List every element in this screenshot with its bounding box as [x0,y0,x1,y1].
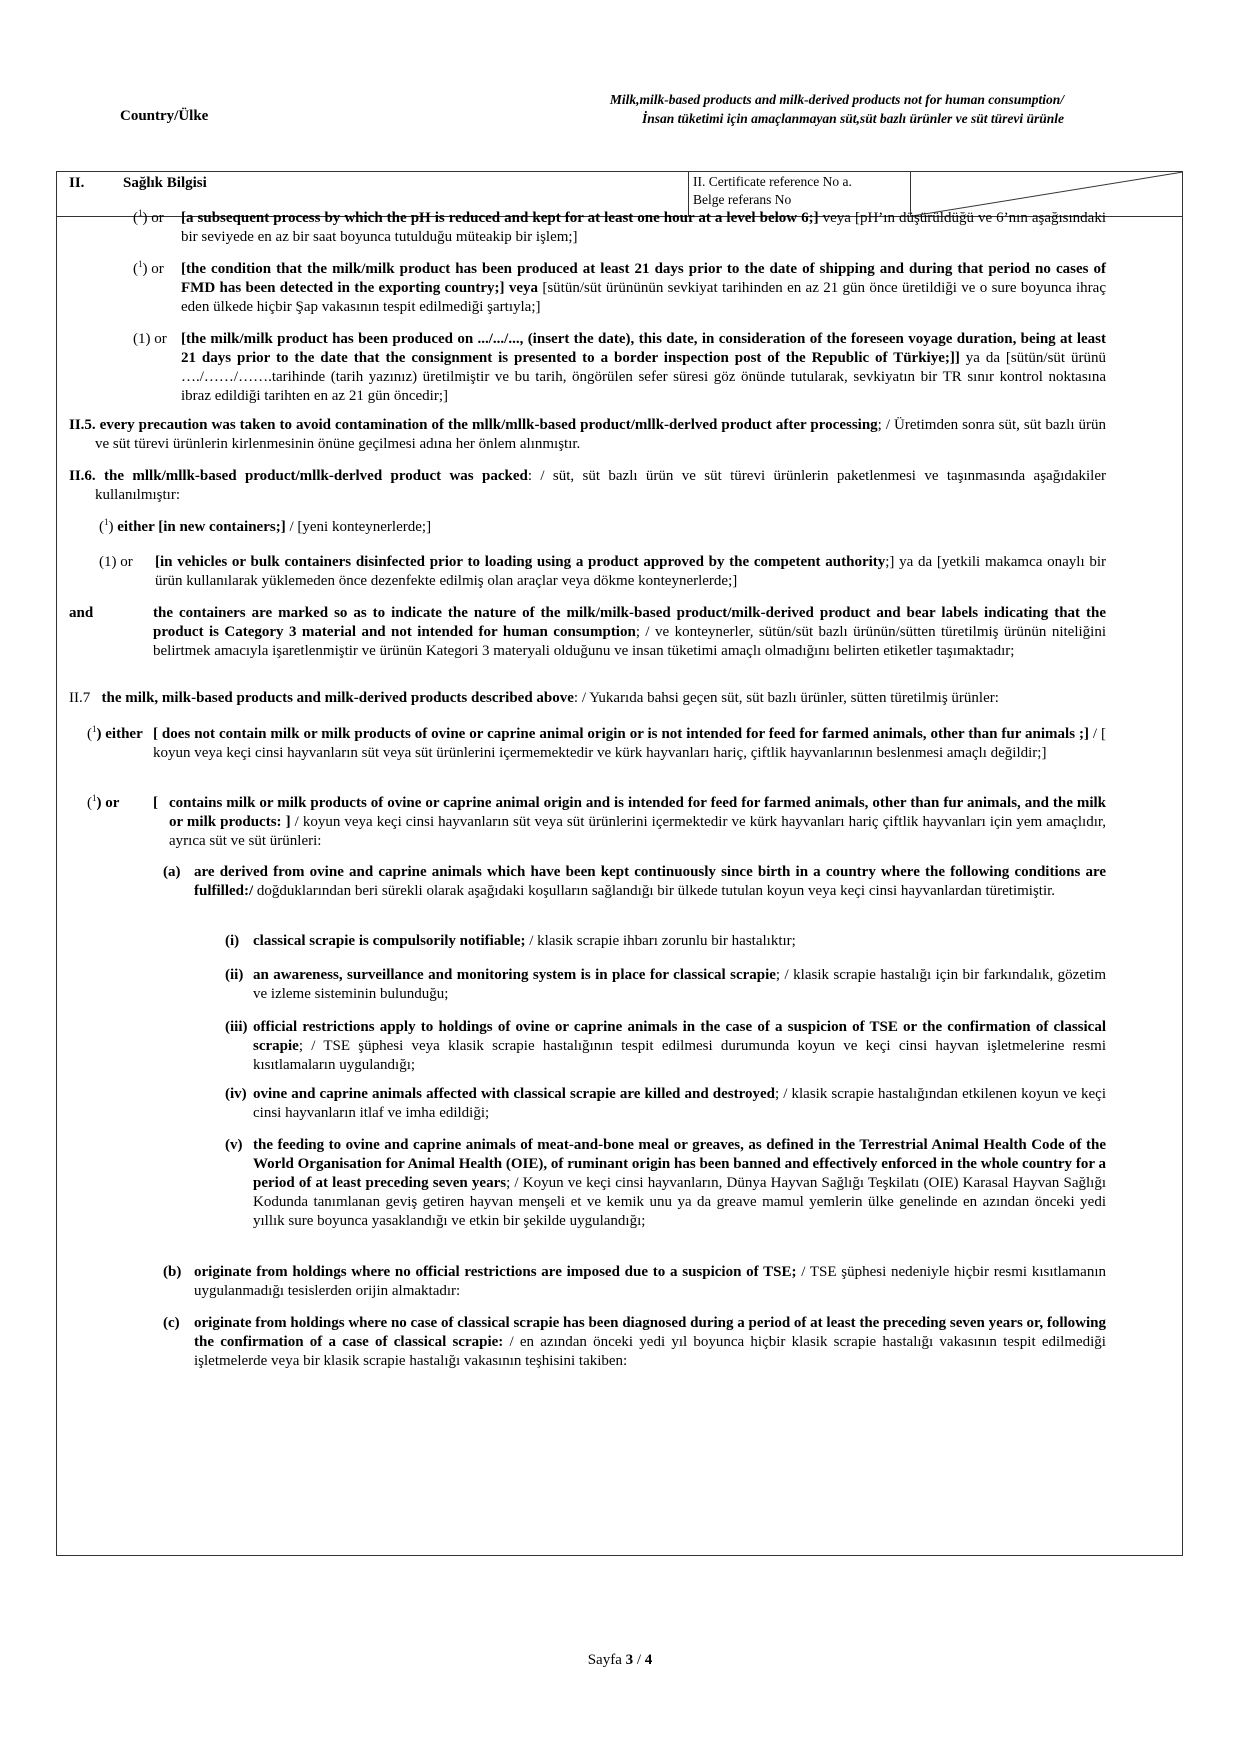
option-bracket: [ [153,795,158,811]
option-disinfected-vehicles: [in vehicles or bulk containers disinfected prior to loading using a product approved by the competent authority;] ya da [yetkili makamca onaylı bir ürün kullanılarak yüklemeden önce dezenfekte edilmiş olan araçlar veya dökme konteynerlerde;] [155,554,1106,589]
option-label: ($^1$) or [133,208,164,226]
clause-container-marking: the containers are marked so as to indicate the nature of the milk/milk-based product/milk-derived product and bear labels indicating that the product is Category 3 material and not intended for human consumption; / ve konteynerler, sütün/süt bazlı ürünün/sütten türetilmiş ürünün niteliğini belirtmek amacıyla işaretlenmiştir ve ürünün Kategori 3 materyali olduğunu ve insan tüketimi amaçlı olmadığını belirten etiketler taşımaktadır; [153,605,1106,659]
sub-label-a: (a) [163,864,181,880]
roman-label: (iii) [225,1019,248,1035]
page-total: 4 [644,1652,653,1668]
certificate-reference-label-en: II. Certificate reference No a. [693,174,852,189]
option-label: ($^1$) or [133,259,164,277]
page-footer: Sayfa 3 / 4 [587,1652,653,1668]
clause-ii7: II.7 the milk, milk-based products and milk-derived products described above: / Yukarıda bahsi geçen süt, süt bazlı ürünler, sütten türetilmiş ürünler: [69,690,999,706]
roman-label: (ii) [225,967,244,983]
option-production-date: [the milk/milk product has been produced on .../.../..., (insert the date), this date, in consideration of the foreseen voyage duration, being at least 21 days prior to the date that the consignment is presented to a border inspection post of the Republic of Türkiye;]] ya da [sütün/süt ürünü …./……/…….tarihinde (tarih yazınız) üretilmiştir ve bu tarih, öngörülen sefer süresi göz önünde tutularak, sevkiyatın bir TR sınır kontrol noktasına ibraz edildiği tarihten en az 21 gün öncedir;] [181,331,1107,404]
option-label: (1) or [133,331,167,347]
sub-label-c: (c) [163,1315,180,1331]
section-title: Sağlık Bilgisi [123,175,207,191]
option-new-containers: ($^1$) either [in new containers;] / [yeni konteynerlerde;] [99,517,432,535]
condition-feeding-ban: the feeding to ovine and caprine animals of meat-and-bone meal or greaves, as defined in the Terrestrial Animal Health Code of the World Organisation for Animal Health (OIE), of ruminant origin has been banned and effectively enforced in the whole country for a period of at least preceding seven years; / Koyun ve keçi cinsi hayvanların, Dünya Hayvan Sağlığı Teşkilatı (OIE) Karasal Hayvan Sağlığı Kodunda tanımlanan geviş getiren hayvan menşeli et ve kemik unu ya da greave mamul yemlerin ülke genelinde en azından önceki yedi yıllık sure boyunca yasaklandığı ve etkin bir şekilde uygulandığı; [253,1137,1106,1229]
sub-clause-c: originate from holdings where no case of classical scrapie has been diagnosed during a period of at least the preceding seven years or, following the confirmation of a case of classical scrapie: / en azından önceki yedi yıl boyunca hiçbir klasik scrapie hastalığı vakasının tespit edilmediği işletmelerde veya bir klasik scrapie hastalığı vakasının teşhisini takiben: [194,1315,1106,1369]
and-label: and [69,605,94,621]
header-title-en: Milk,milk-based products and milk-derived products not for human consumption/ [609,92,1064,107]
header-title [610,90,1064,128]
condition-surveillance: an awareness, surveillance and monitoring system is in place for classical scrapie; / klasik scrapie hastalığı için bir farkındalık, gözetim ve izleme sisteminin bulunduğu; [253,967,1106,1002]
sub-label-b: (b) [163,1264,182,1280]
header-country: Country/Ülke [120,108,209,124]
clause-ii6: II.6. the mllk/mllk-based product/mllk-derlved product was packed: / süt, süt bazlı ürün ve süt türevi ürünlerin paketlenmesi ve taşınmasında aşağıdakiler kullanılmıştır: [69,468,1107,503]
certificate-reference-label-tr: Belge referans No [693,192,792,207]
option-fmd-21-days: [the condition that the milk/milk product has been produced at least 21 days prior to the date of shipping and during that period no cases of FMD has been detected in the exporting country;] veya [sütün/süt ürününün sevkiyat tarihinden en az 21 gün önce üretildiği ve o sure boyunca ihraç eden ülkede hiçbir Şap vakasının tespit edilmediği şartıyla;] [181,261,1106,315]
roman-label: (v) [225,1137,243,1153]
option-label: ($^1$) or [87,793,120,811]
condition-notifiable: classical scrapie is compulsorily notifiable; / klasik scrapie ihbarı zorunlu bir hastalıktır; [253,933,796,949]
roman-label: (iv) [225,1086,247,1102]
condition-restrictions: official restrictions apply to holdings of ovine or caprine animals in the case of a suspicion of TSE or the confirmation of classical scrapie; / TSE şüphesi veya klasik scrapie hastalığının tespit edilmesi durumunda koyun ve keçi cinsi hayvan işletmelerine resmi kısıtlamaların uygulandığı; [253,1019,1106,1073]
option-contains-ovine-caprine: contains milk or milk products of ovine or caprine animal origin and is intended for feed for farmed animals, other than fur animals, and the milk or milk products: ] / koyun veya keçi cinsi hayvanların süt veya süt ürünlerini içermektedir ve kürk hayvanları hariç çiftlik hayvanları için yem amaçlıdır, ayrıca süt ve süt ürünleri: [169,795,1107,849]
header-title-tr: İnsan tüketimi için amaçlanmayan süt,süt bazlı ürünler ve süt türevi ürünle [642,111,1064,126]
option-ph-reduction: [a subsequent process by which the pH is reduced and kept for at least one hour at a level below 6;] veya [pH’ın düşürüldüğü ve 6’nın aşağısındaki bir seviyede en az bir saat boyunca tutulduğu müteakip bir işlem;] [181,210,1106,245]
certificate-frame [56,171,1183,1556]
page-number: 3 [625,1652,634,1668]
roman-label: (i) [225,933,240,949]
option-label: ($^1$) either [87,724,143,742]
option-label: (1) or [99,554,133,570]
sub-clause-b: originate from holdings where no official restrictions are imposed due to a suspicion of TSE; / TSE şüphesi nedeniyle hiçbir resmi kısıtlamanın uygulanmadığı tesislerden orijin almaktadır: [194,1264,1106,1299]
sub-clause-a: are derived from ovine and caprine animals which have been kept continuously since birth in a country where the following conditions are fulfilled:/ doğduklarından beri sürekli olarak aşağıdaki koşulların sağlandığı bir ülkede tutulan koyun veya keçi cinsi hayvanlardan türetimiştir. [194,864,1106,899]
clause-ii5: II.5. every precaution was taken to avoid contamination of the mllk/mllk-based product/mllk-derlved product after processing; / Üretimden sonra süt, süt bazlı ürün ve süt türevi ürünlerin kirlenmesinin önüne geçilmesi adına her önlem alınmıştır. [69,417,1106,452]
section-number: II. [69,175,85,191]
option-no-ovine-caprine: [ does not contain milk or milk products of ovine or caprine animal origin or is not intended for feed for farmed animals, other than fur animals ;] / [ koyun veya keçi cinsi hayvanların süt veya süt ürünlerini içermemektedir ve kürk hayvanları hariç, çiftlik hayvanlarının beslenmesi amaçlı değildir;] [153,726,1106,761]
condition-killed-destroyed: ovine and caprine animals affected with classical scrapie are killed and destroyed; / klasik scrapie hastalığından etkilenen koyun ve keçi cinsi hayvanların itlaf ve imha edildiği; [253,1086,1106,1121]
